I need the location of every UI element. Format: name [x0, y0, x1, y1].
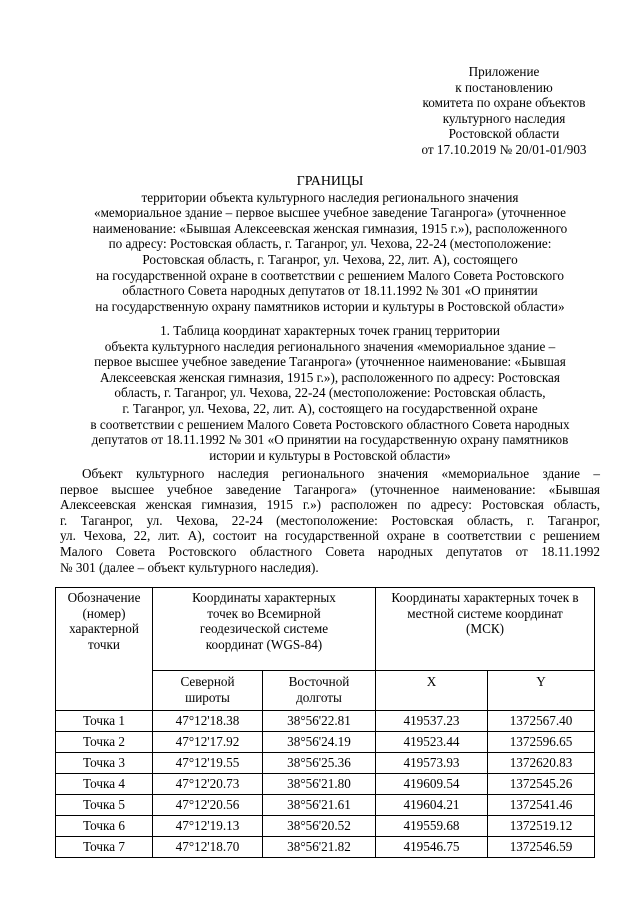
appendix-line: Ростовской области	[448, 126, 560, 142]
cell-x: 419604.21	[376, 795, 488, 816]
appendix-line: культурного наследия	[442, 110, 566, 126]
cell-point: Точка 7	[56, 837, 153, 858]
table-header-row	[56, 588, 595, 671]
paragraph-line: Объект культурного наследия регионального значения «мемориальное здание –	[82, 466, 600, 481]
caption-line: первое высшее учебное заведение Таганрога» (уточненное наименование: «Бывшая	[94, 354, 566, 370]
paragraph-line: г. Таганрог, ул. Чехова, 22-24 (местоположение: Ростовская область, г. Таганрог,	[60, 512, 600, 528]
header-msk: Координаты характерных точек в местной системе координат (МСК)	[376, 588, 595, 671]
cell-longitude: 38°56'22.81	[263, 711, 376, 732]
cell-point: Точка 4	[56, 774, 153, 795]
table-row	[56, 732, 595, 753]
cell-longitude: 38°56'24.19	[263, 732, 376, 753]
title-heading: ГРАНИЦЫ	[296, 174, 364, 189]
paragraph-line: Алексеевская женская гимназия, 1915 г.») расположен по адресу: Ростовская область,	[60, 497, 600, 513]
cell-longitude: 38°56'21.80	[263, 774, 376, 795]
cell-latitude: 47°12'19.55	[153, 753, 263, 774]
cell-x: 419559.68	[376, 816, 488, 837]
cell-x: 419537.23	[376, 711, 488, 732]
title-line: «мемориальное здание – первое высшее учебное заведение Таганрога» (уточненное	[93, 205, 567, 221]
table-row	[56, 753, 595, 774]
cell-latitude: 47°12'18.38	[153, 711, 263, 732]
caption-line: в соответствии с решением Малого Совета Ростовского областного Совета народных	[90, 416, 570, 432]
cell-y: 1372596.65	[488, 732, 595, 753]
caption-line: депутатов от 18.11.1992 № 301 «О принятии на государственную охрану памятников	[91, 432, 569, 448]
header-longitude: Восточной долготы	[263, 671, 376, 711]
caption-line: истории и культуры в Ростовской области»	[209, 447, 451, 463]
title-line: Ростовская область, г. Таганрог, ул. Чехова, 22, лит. А), состоящего	[142, 251, 518, 267]
caption-line: объекта культурного наследия регионального значения «мемориальное здание –	[104, 338, 556, 354]
header-latitude: Северной широты	[153, 671, 263, 711]
cell-latitude: 47°12'18.70	[153, 837, 263, 858]
cell-latitude: 47°12'20.56	[153, 795, 263, 816]
cell-x: 419523.44	[376, 732, 488, 753]
cell-point: Точка 5	[56, 795, 153, 816]
body-paragraph	[60, 466, 600, 575]
title-line: наименование: «Бывшая Алексеевская женская гимназия, 1915 г.»), расположенного	[92, 220, 568, 236]
cell-y: 1372519.12	[488, 816, 595, 837]
cell-longitude: 38°56'20.52	[263, 816, 376, 837]
caption-line: 1. Таблица координат характерных точек границ территории	[160, 323, 500, 338]
paragraph-line: ул. Чехова, 22, лит. А), состоит на государственной охране в соответствии с решением	[60, 528, 600, 544]
table-row	[56, 774, 595, 795]
table-row	[56, 816, 595, 837]
cell-point: Точка 2	[56, 732, 153, 753]
cell-longitude: 38°56'21.61	[263, 795, 376, 816]
cell-x: 419609.54	[376, 774, 488, 795]
header-wgs84: Координаты характерных точек во Всемирной геодезической системе координат (WGS-84)	[153, 588, 376, 671]
header-x: X	[376, 671, 488, 711]
cell-y: 1372541.46	[488, 795, 595, 816]
paragraph-line: Малого Совета Ростовского областного Совета народных депутатов от 18.11.1992	[60, 543, 600, 559]
caption-line: г. Таганрог, ул. Чехова, 22, лит. А), состоящего на государственной охране	[122, 400, 538, 416]
cell-y: 1372545.26	[488, 774, 595, 795]
cell-y: 1372567.40	[488, 711, 595, 732]
table-caption	[40, 323, 620, 463]
coordinates-table	[55, 587, 595, 858]
caption-line: Алексеевская женская гимназия, 1915 г.»), расположенного по адресу: Ростовская	[100, 369, 560, 385]
caption-line: область, г. Таганрог, ул. Чехова, 22-24 (местоположение: Ростовская область,	[114, 385, 546, 401]
table-row	[56, 837, 595, 858]
cell-x: 419573.93	[376, 753, 488, 774]
title-line: на государственную охрану памятников истории и культуры в Ростовской области»	[95, 298, 565, 314]
header-y: Y	[488, 671, 595, 711]
cell-latitude: 47°12'19.13	[153, 816, 263, 837]
cell-x: 419546.75	[376, 837, 488, 858]
cell-point: Точка 6	[56, 816, 153, 837]
title-line: областного Совета народных депутатов от 18.11.1992 № 301 «О принятии	[122, 283, 538, 299]
appendix-line: комитета по охране объектов	[422, 95, 586, 111]
appendix-reference	[384, 64, 624, 158]
table-row	[56, 795, 595, 816]
header-point-designation: Обозначение (номер) характерной точки	[56, 588, 153, 711]
title-line: территории объекта культурного наследия регионального значения	[141, 189, 519, 205]
appendix-line: Приложение	[468, 64, 540, 79]
paragraph-line: № 301 (далее – объект культурного наследия).	[60, 559, 319, 575]
document-title	[40, 174, 620, 314]
cell-point: Точка 1	[56, 711, 153, 732]
cell-point: Точка 3	[56, 753, 153, 774]
appendix-line: к постановлению	[455, 79, 553, 95]
cell-longitude: 38°56'25.36	[263, 753, 376, 774]
title-line: на государственной охране в соответствии с решением Малого Совета Ростовского	[96, 267, 564, 283]
appendix-line: от 17.10.2019 № 20/01-01/903	[421, 141, 587, 157]
cell-latitude: 47°12'17.92	[153, 732, 263, 753]
cell-longitude: 38°56'21.82	[263, 837, 376, 858]
cell-y: 1372546.59	[488, 837, 595, 858]
title-line: по адресу: Ростовская область, г. Таганрог, ул. Чехова, 22-24 (местоположение:	[108, 236, 552, 252]
paragraph-line: первое высшее учебное заведение Таганрога» (уточненное наименование: «Бывшая	[60, 481, 600, 497]
table-row	[56, 711, 595, 732]
cell-y: 1372620.83	[488, 753, 595, 774]
cell-latitude: 47°12'20.73	[153, 774, 263, 795]
